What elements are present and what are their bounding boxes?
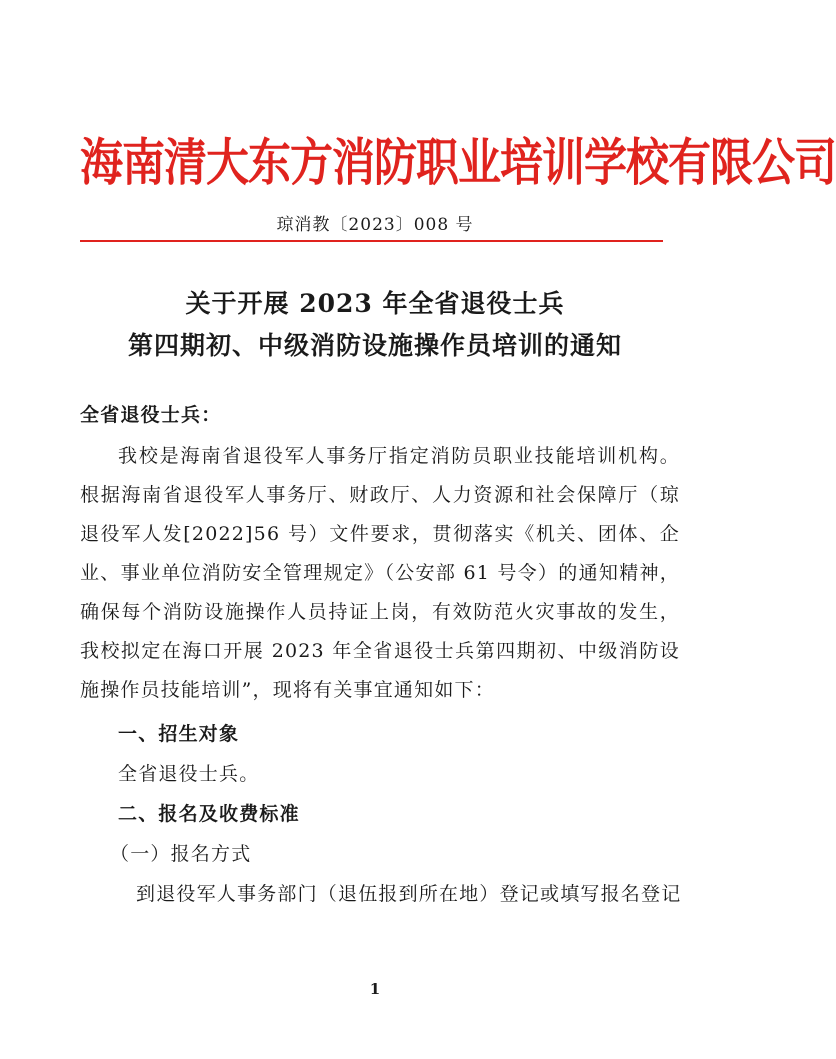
section-2-heading: 二、报名及收费标准	[118, 803, 300, 825]
section-2-subheading: （一）报名方式	[110, 843, 252, 865]
section-1-heading: 一、招生对象	[118, 723, 240, 745]
document-number: 琼消教〔2023〕008 号	[276, 215, 474, 235]
notice-title-line-1: 关于开展 2023 年全省退役士兵	[185, 289, 565, 318]
section-1-text: 全省退役士兵。	[118, 763, 260, 785]
notice-title-line-2: 第四期初、中级消防设施操作员培训的通知	[127, 331, 622, 360]
page-number: 1	[369, 980, 381, 998]
section-2-sub-text: 到退役军人事务部门（退伍报到所在地）登记或填写报名登记	[136, 883, 682, 905]
red-divider-line	[80, 240, 663, 242]
salutation: 全省退役士兵：	[80, 404, 222, 426]
organization-name: 海南清大东方消防职业培训学校有限公司	[80, 133, 836, 193]
intro-paragraph: 我校是海南省退役军人事务厅指定消防员职业技能培训机构。根据海南省退役军人事务厅、财政厅、人力资源和社会保障厅（琼退役军人发[2022]56 号）文件要求，贯彻落实《机关、团体、企业、事业单位消防安全管理规定》（公安部 61 号令）的通知精神，确保每个消防设施操作人员持证上岗，有效防范火灾事故的发生，我校拟定在海口开展 2023 年全省退役士兵第四期初、中级消防设施操作员技能培训”，现将有关事宜通知如下：	[80, 445, 680, 701]
